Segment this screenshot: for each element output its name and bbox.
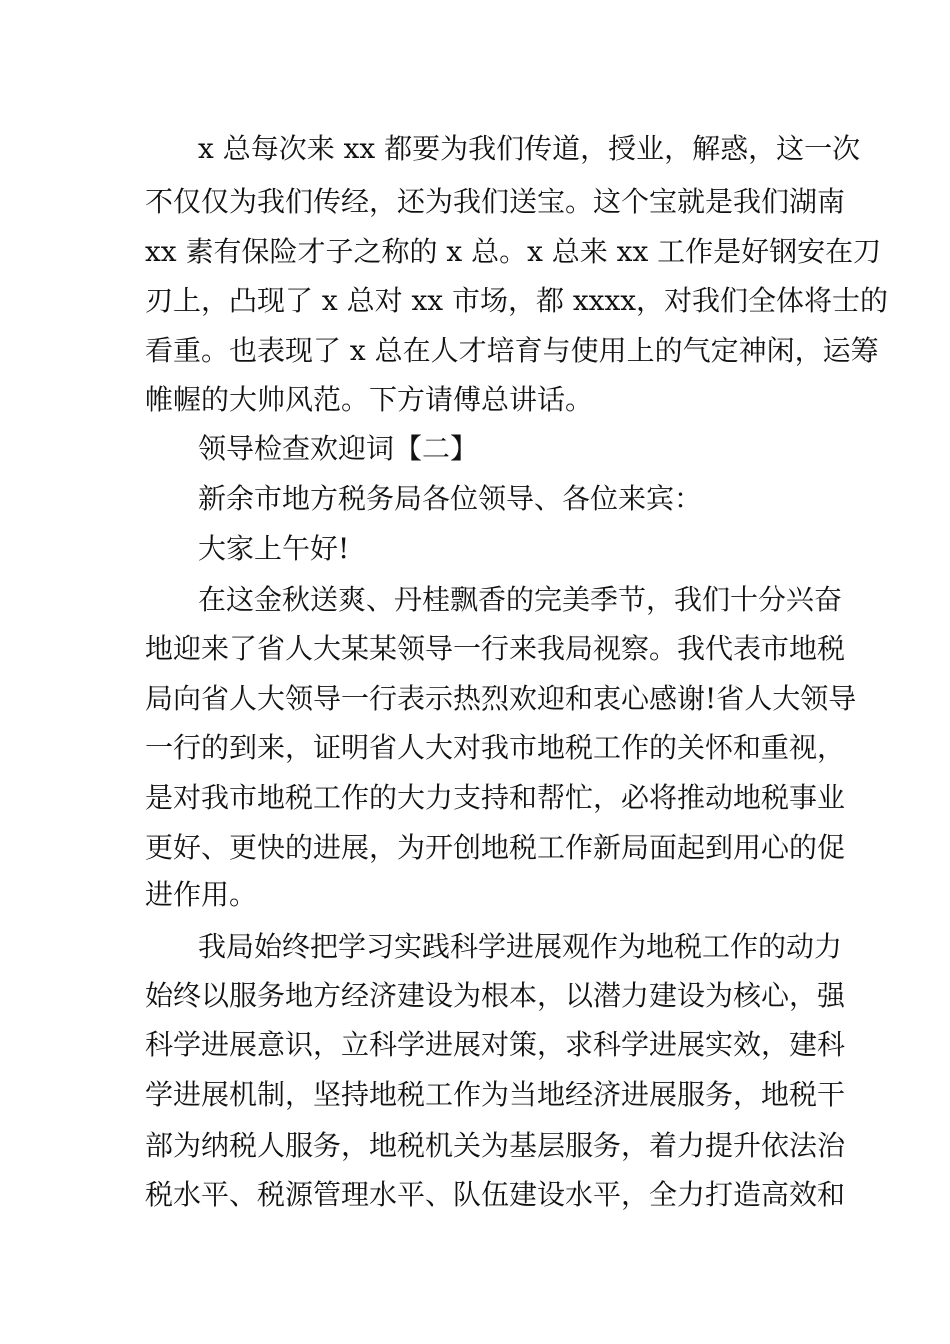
text-line [0, 721, 950, 775]
paragraph-text: 进作用。 [145, 878, 258, 911]
text-line [0, 274, 950, 328]
text-line [0, 175, 950, 229]
paragraph-text: 帷幄的大帅风范。下方请傅总讲话。 [145, 383, 594, 416]
paragraph-text: 科学进展意识，立科学进展对策，求科学进展实效，建科 [145, 1028, 846, 1061]
text-line [0, 122, 950, 176]
text-line [0, 868, 950, 922]
heading-text: 领导检查欢迎词【二】 [198, 432, 479, 465]
paragraph-text: 学进展机制，坚持地税工作为当地经济进展服务，地税干 [145, 1078, 846, 1111]
text-line [0, 1068, 950, 1122]
text-line [0, 771, 950, 825]
greeting-line [0, 522, 950, 576]
text-line [0, 324, 950, 378]
text-line [0, 672, 950, 726]
text-line [0, 225, 950, 279]
paragraph-text: 不仅仅为我们传经，还为我们送宝。这个宝就是我们湖南 [145, 185, 846, 218]
text-line [0, 1018, 950, 1072]
paragraph-text: xx 素有保险才子之称的 x 总。x 总来 xx 工作是好钢安在刀 [145, 235, 882, 268]
text-line [0, 1119, 950, 1173]
text-line [0, 969, 950, 1023]
salutation-text: 新余市地方税务局各位领导、各位来宾： [198, 482, 703, 515]
paragraph-text: 更好、更快的进展，为开创地税工作新局面起到用心的促 [145, 831, 846, 864]
salutation-line [0, 472, 950, 526]
text-line [0, 573, 950, 627]
greeting-text: 大家上午好! [198, 532, 350, 565]
paragraph-text: 局向省人大领导一行表示热烈欢迎和衷心感谢!省人大领导 [145, 682, 857, 715]
paragraph-text: 在这金秋送爽、丹桂飘香的完美季节，我们十分兴奋 [198, 583, 843, 616]
paragraph-text: 刃上，凸现了 x 总对 xx 市场，都 xxxx，对我们全体将士的 [145, 284, 889, 317]
paragraph-text: 部为纳税人服务，地税机关为基层服务，着力提升依法治 [145, 1129, 846, 1162]
paragraph-text: 税水平、税源管理水平、队伍建设水平，全力打造高效和 [145, 1178, 846, 1211]
paragraph-text: 是对我市地税工作的大力支持和帮忙，必将推动地税事业 [145, 781, 846, 814]
text-line [0, 821, 950, 875]
paragraph-text: 我局始终把学习实践科学进展观作为地税工作的动力 [198, 930, 843, 963]
paragraph-text: x 总每次来 xx 都要为我们传道，授业，解惑，这一次 [198, 132, 861, 165]
paragraph-text: 始终以服务地方经济建设为根本，以潜力建设为核心，强 [145, 979, 846, 1012]
paragraph-text: 地迎来了省人大某某领导一行来我局视察。我代表市地税 [145, 632, 846, 665]
paragraph-text: 一行的到来，证明省人大对我市地税工作的关怀和重视， [145, 731, 846, 764]
section-heading [0, 422, 950, 476]
text-line [0, 920, 950, 974]
text-line [0, 1168, 950, 1222]
paragraph-text: 看重。也表现了 x 总在人才培育与使用上的气定神闲，运筹 [145, 334, 879, 367]
text-line [0, 622, 950, 676]
text-line [0, 373, 950, 427]
